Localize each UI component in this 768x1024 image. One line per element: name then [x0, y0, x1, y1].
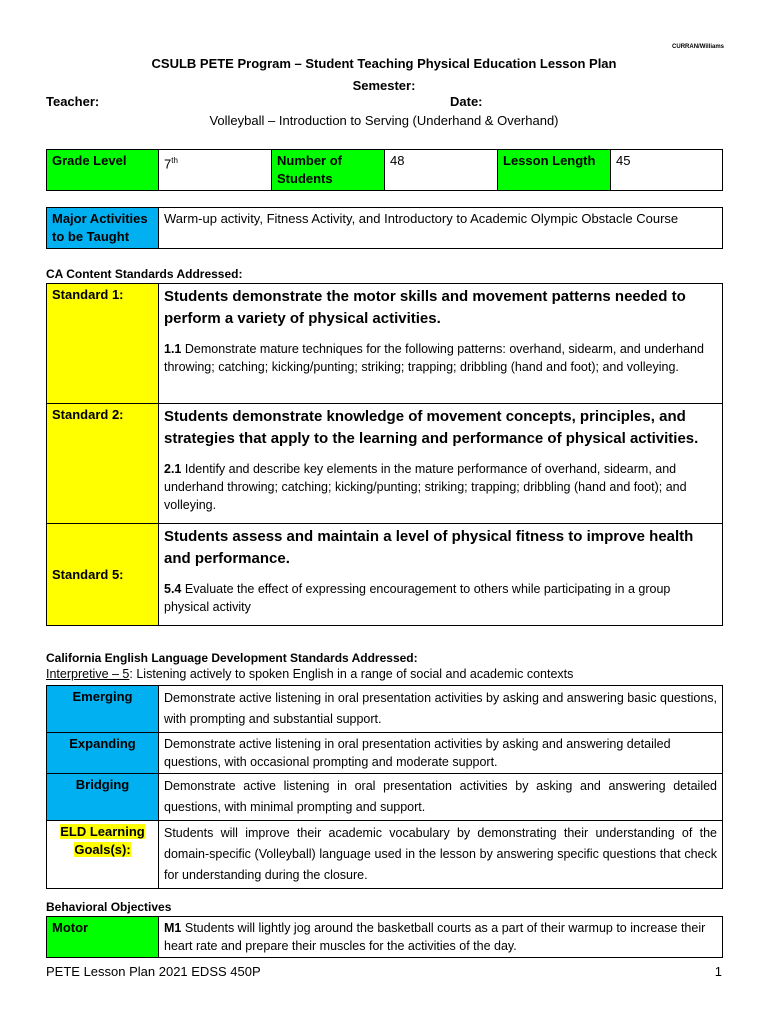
- standard-1-label: Standard 1:: [47, 284, 159, 404]
- standard-5-title: Students assess and maintain a level of physical fitness to improve health and performance.: [164, 528, 694, 567]
- grade-level-label: Grade Level: [47, 150, 159, 191]
- activities-label: Major Activities to be Taught: [47, 208, 159, 249]
- eld-bridging-label: Bridging: [47, 774, 159, 821]
- eld-heading: California English Language Development Standards Addressed:: [46, 651, 418, 665]
- teacher-label: Teacher:: [46, 94, 100, 109]
- standards-table: [46, 283, 723, 626]
- standard-2-label: Standard 2:: [47, 404, 159, 524]
- standard-1-title: Students demonstrate the motor skills and movement patterns needed to perform a variety of physical activities.: [164, 288, 686, 327]
- eld-emerging-label: Emerging: [47, 686, 159, 733]
- activities-table: [46, 207, 723, 249]
- standard-2-content: [159, 404, 723, 524]
- eld-table: [46, 685, 723, 889]
- activities-value: Warm-up activity, Fitness Activity, and Introductory to Academic Olympic Obstacle Course: [159, 208, 723, 249]
- lesson-length-value: 45: [611, 150, 723, 191]
- lesson-length-label: Lesson Length: [498, 150, 611, 191]
- eld-goals-label: ELD Learning Goals(s):: [47, 821, 159, 889]
- eld-expanding-label: Expanding: [47, 733, 159, 774]
- page-number: 1: [714, 964, 722, 979]
- page-title: CSULB PETE Program – Student Teaching Physical Education Lesson Plan: [151, 56, 617, 71]
- standard-5-detail: 5.4 Evaluate the effect of expressing encouragement to others while participating in a group physical activity: [164, 582, 671, 614]
- eld-goals-text: Students will improve their academic vocabulary by demonstrating their understanding of the domain-specific (Volleyball) language used in the lesson by answering specific questions that check for understanding during the closure.: [159, 821, 723, 889]
- eld-bridging-text: Demonstrate active listening in oral presentation activities by asking and answering detailed questions, with minimal prompting and support.: [159, 774, 723, 821]
- motor-label: Motor: [47, 917, 159, 958]
- standard-5-label: Standard 5:: [47, 524, 159, 626]
- eld-emerging-text: Demonstrate active listening in oral presentation activities by asking and answering basic questions, with prompting and substantial support.: [159, 686, 723, 733]
- students-label: Number of Students: [272, 150, 385, 191]
- lesson-info-table: [46, 149, 723, 191]
- eld-expanding-text: Demonstrate active listening in oral presentation activities by asking and answering detailed questions, with occasional prompting and moderate support.: [159, 733, 723, 774]
- students-value: 48: [385, 150, 498, 191]
- footer-course: PETE Lesson Plan 2021 EDSS 450P: [46, 964, 261, 979]
- semester-label: Semester:: [352, 78, 416, 93]
- lesson-subtitle: Volleyball – Introduction to Serving (Underhand & Overhand): [209, 113, 559, 128]
- standard-1-content: [159, 284, 723, 404]
- author-tag: CURRAN/Williams: [672, 44, 724, 50]
- standard-1-detail: 1.1 Demonstrate mature techniques for the following patterns: overhand, sidearm, and underhand throwing; catching; kicking/punting; striking; trapping; dribbling (hand and foot); and volleying.: [164, 342, 704, 374]
- standards-heading: CA Content Standards Addressed:: [46, 267, 243, 281]
- date-label: Date:: [450, 94, 483, 109]
- interpretive-line: Interpretive – 5: Listening actively to spoken English in a range of social and academic contexts: [46, 667, 574, 681]
- standard-2-detail: 2.1 Identify and describe key elements in the mature performance of overhand, sidearm, and underhand throwing; catching; kicking/punting; striking; trapping; dribbling (hand and foot); and volleying.: [164, 462, 687, 512]
- motor-text: M1 Students will lightly jog around the basketball courts as a part of their warmup to increase their heart rate and prepare their muscles for the activities of the day.: [159, 917, 723, 958]
- standard-5-content: [159, 524, 723, 626]
- standard-2-title: Students demonstrate knowledge of movement concepts, principles, and strategies that apply to the learning and performance of physical activities.: [164, 408, 699, 447]
- behavioral-heading: Behavioral Objectives: [46, 900, 172, 914]
- grade-level-value: 7th: [159, 150, 272, 191]
- behavioral-table: [46, 916, 723, 958]
